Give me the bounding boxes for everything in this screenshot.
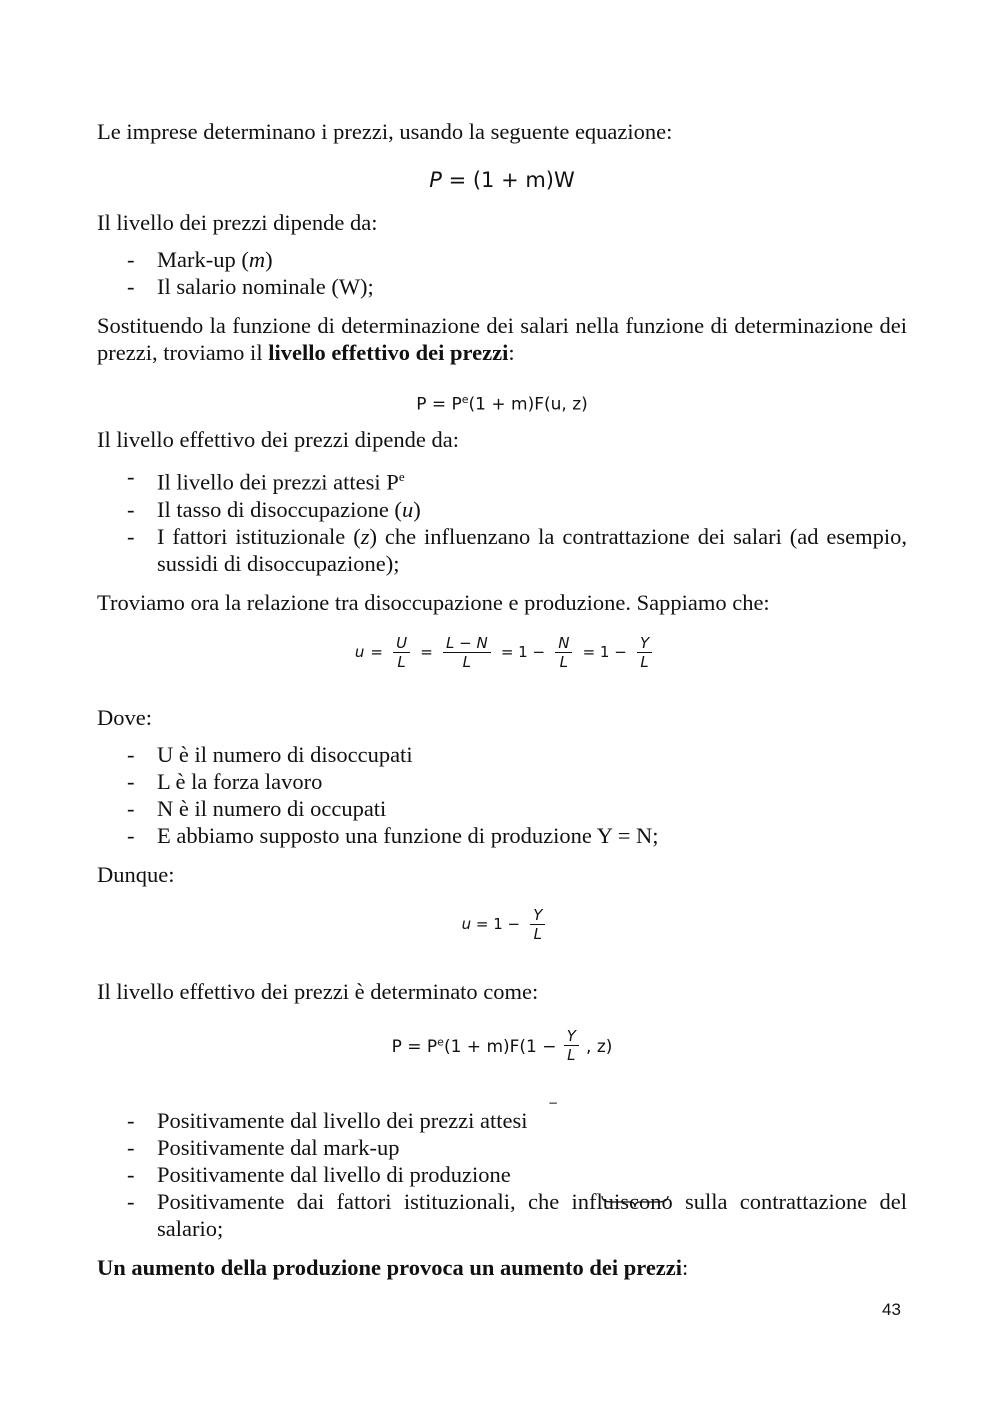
dunque-heading: Dunque:: [97, 861, 175, 887]
u-equation: u = 1 − $\frac{Y}{L}$: [97, 906, 907, 966]
list-item: - Positivamente dal livello di produzione: [127, 1161, 511, 1187]
page-number: 43: [882, 1300, 901, 1319]
effective-price-equation: $P = P^e(1 + m)F(u$, z): [416, 393, 588, 415]
effective-factors-list: [97, 463, 907, 577]
list-item: - Mark-up (m): [127, 247, 273, 272]
price-eq-rhs: = (1 + m)W: [448, 168, 575, 192]
depends-heading: Il livello dei prezzi dipende da:: [97, 210, 378, 235]
unemployment-equation: u = $\frac{U}{L}$ = $\frac{L - N}{L}$ = 1 − $\frac{N}{L}$ = 1 − $\frac{Y}{L}$: [97, 634, 907, 692]
intro-paragraph: Le imprese determinano i prezzi, usando la seguente equazione:: [97, 119, 673, 144]
list-item: - U è il numero di disoccupati: [127, 741, 413, 767]
list-item: - Il livello dei prezzi attesi $P^e$: [127, 464, 405, 495]
list-item: - Il tasso di disoccupazione (u): [127, 496, 421, 522]
list-item: - L è la forza lavoro: [127, 768, 323, 794]
list-item: - Positivamente dal livello dei prezzi attesi: [127, 1107, 528, 1133]
definitions-list: [97, 741, 907, 849]
price-eq-lhs: P: [429, 168, 442, 192]
underbrace-sign: −: [548, 1096, 559, 1110]
positive-effects-list: [97, 1107, 907, 1242]
determined-heading: Il livello effettivo dei prezzi è determinato come:: [97, 978, 539, 1004]
list-item: - E abbiamo supposto una funzione di produzione Y = N;: [127, 822, 659, 848]
final-price-equation: $P = P^e(1 + m)F(1$ − $\frac{Y}{L}$ , z): [97, 1027, 907, 1107]
substitute-paragraph: Sostituendo la funzione di determinazione dei salari nella funzione di determinazione dei prezzi, troviamo il livello effettivo dei prezzi:: [97, 313, 907, 365]
list-item: - I fattori istituzionale (z) che influenzano la contrattazione dei salari (ad esempio, sussidi di disoccupazione);: [127, 523, 908, 576]
price-factors-list: [97, 246, 907, 300]
list-item: - Il salario nominale (W);: [127, 274, 374, 299]
list-item: - Positivamente dai fattori istituzionali, che influiscono sulla contrattazione del salario;: [127, 1188, 907, 1241]
list-item: - Positivamente dal mark-up: [127, 1134, 400, 1160]
dove-heading: Dove:: [97, 704, 152, 730]
price-equation: [97, 167, 907, 197]
relation-paragraph: Troviamo ora la relazione tra disoccupazione e produzione. Sappiamo che:: [97, 589, 770, 615]
document-page: [97, 118, 907, 1281]
list-item: - N è il numero di occupati: [127, 795, 387, 821]
conclusion-paragraph: Un aumento della produzione provoca un aumento dei prezzi:: [97, 1254, 689, 1280]
effective-heading: Il livello effettivo dei prezzi dipende da:: [97, 427, 459, 452]
